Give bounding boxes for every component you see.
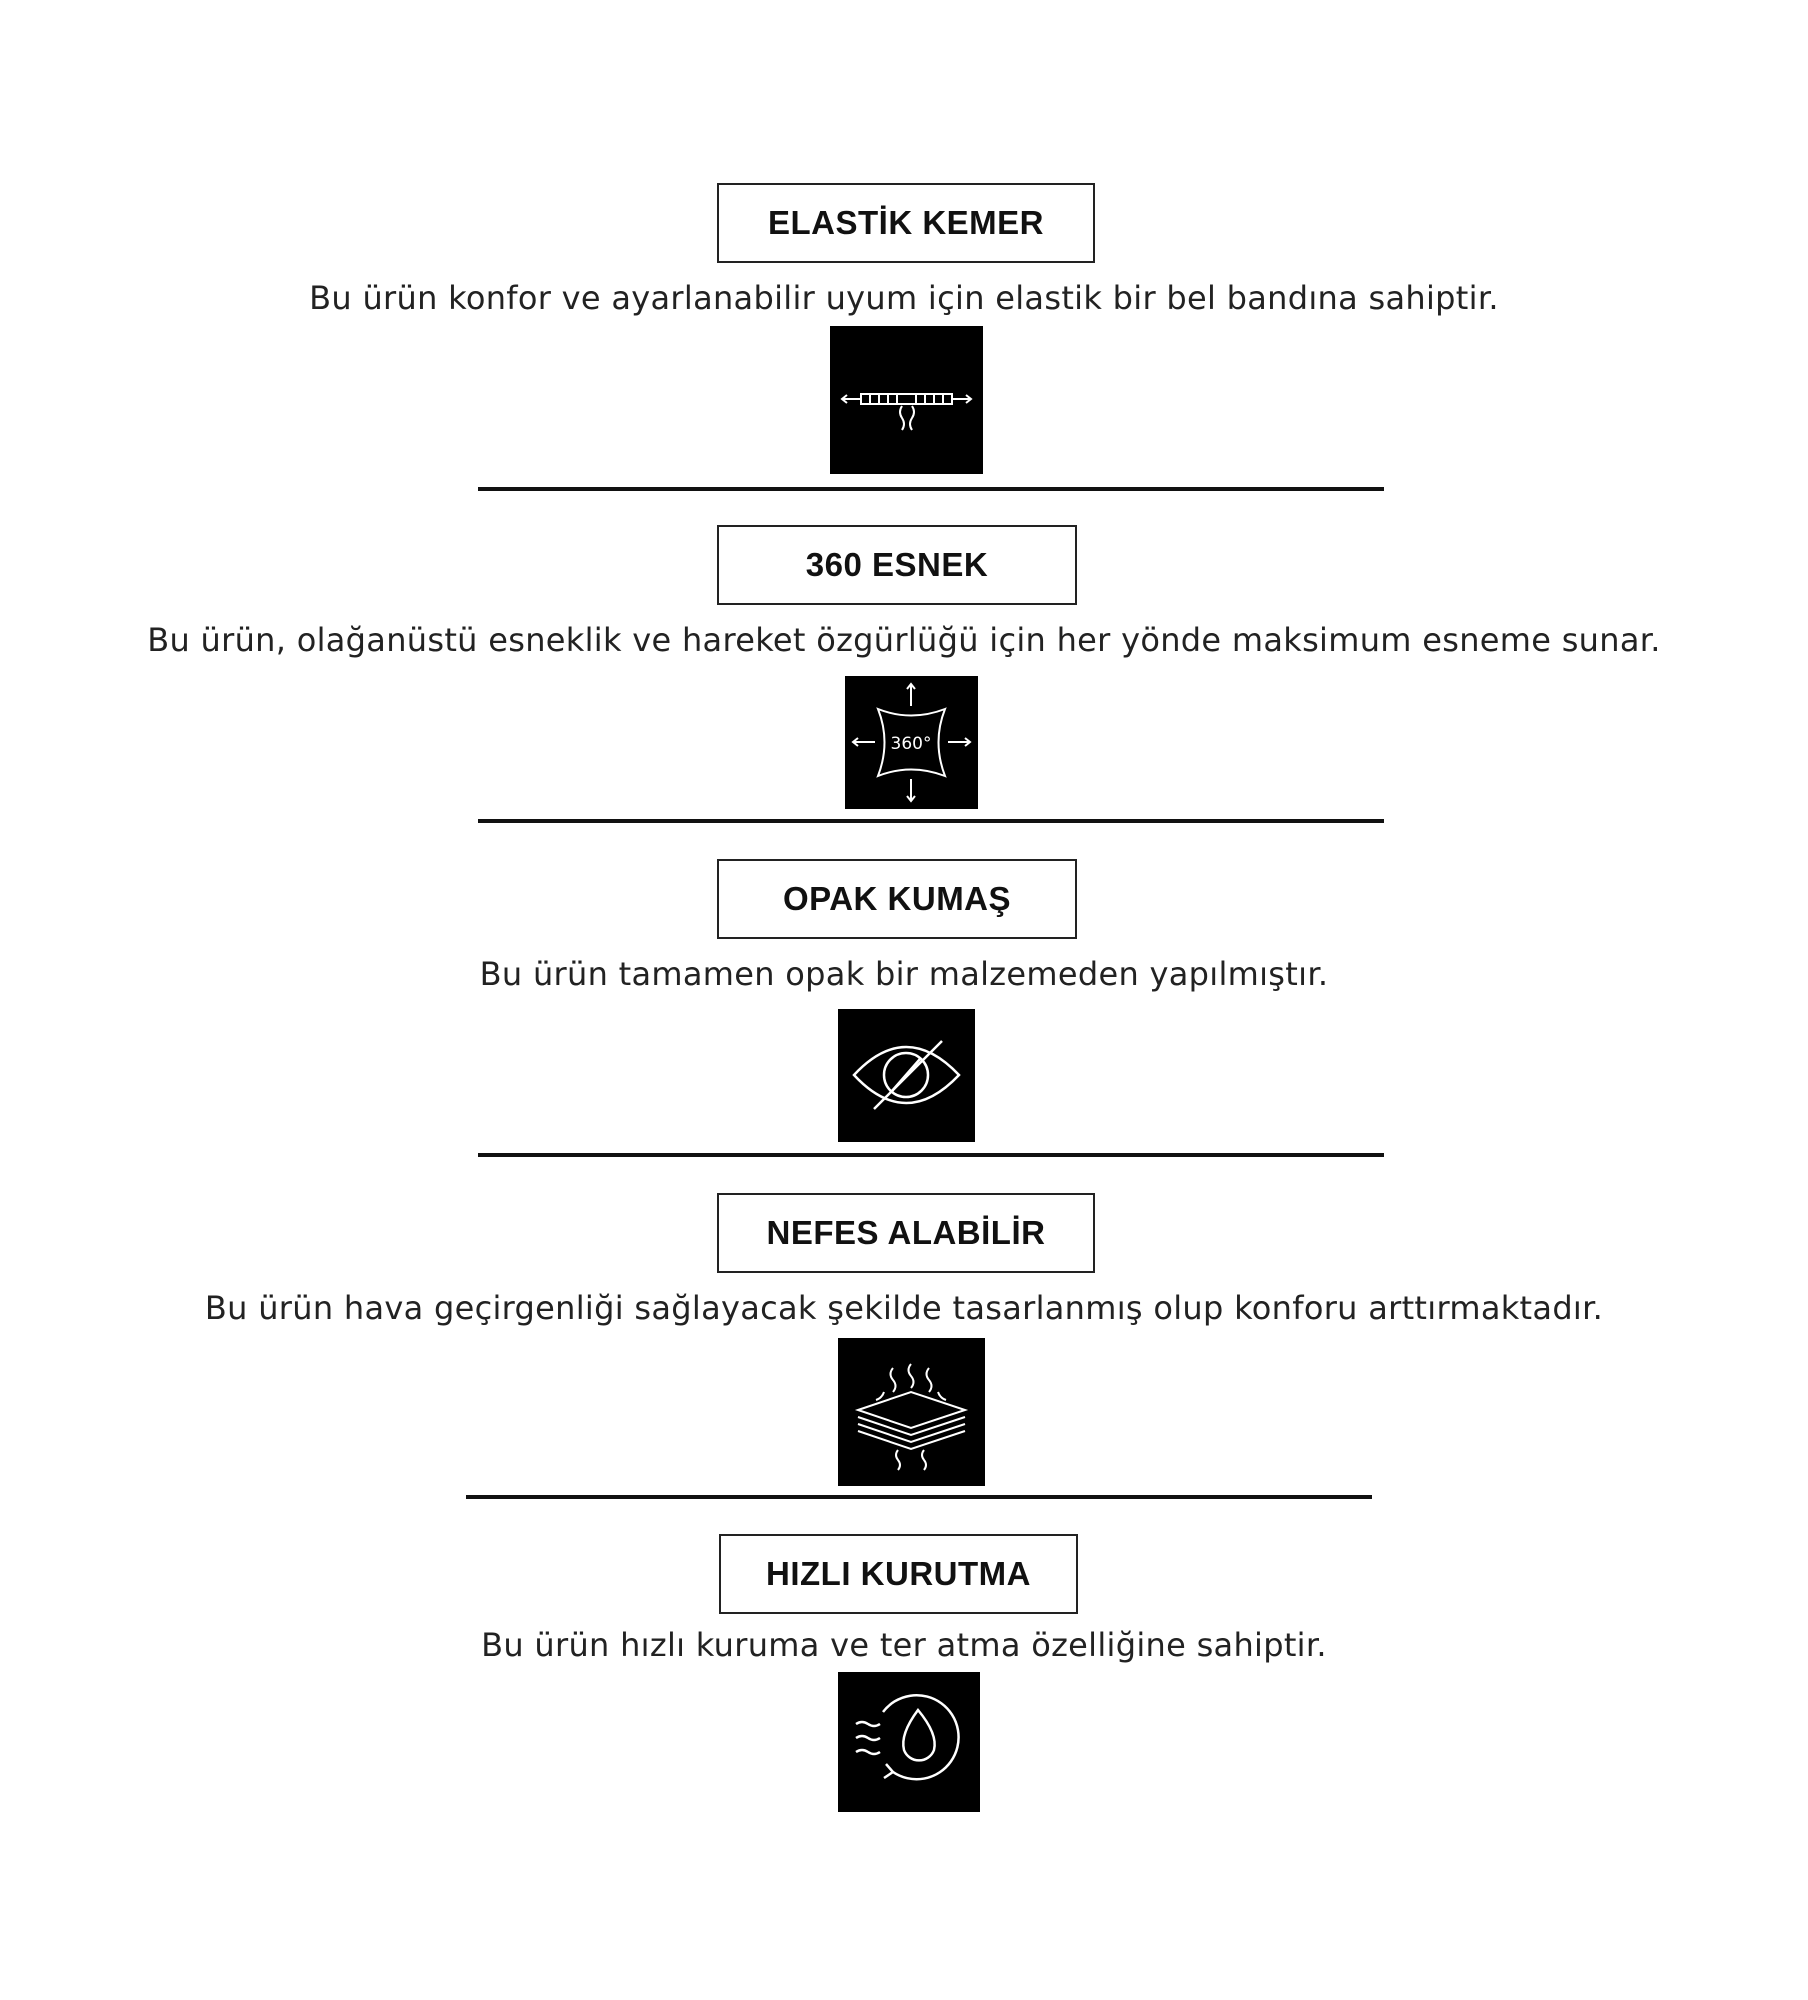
feature-title-text: OPAK KUMAŞ — [782, 880, 1012, 917]
quick-dry-drop-icon — [838, 1672, 980, 1812]
feature-description-breathable: Bu ürün hava geçirgenliği sağlayacak şekilde tasarlanmış olup konforu arttırmaktadır. — [204, 1289, 1604, 1327]
feature-title-text: 360 ESNEK — [805, 546, 989, 583]
feature-title-elastic — [717, 183, 1095, 263]
section-divider — [466, 1495, 1372, 1499]
feature-description-elastic: Bu ürün konfor ve ayarlanabilir uyum için elastik bir bel bandına sahiptir. — [309, 279, 1499, 317]
feature-title-text: HIZLI KURUTMA — [766, 1555, 1031, 1592]
feature-title-text: ELASTİK KEMER — [767, 204, 1044, 241]
stretch-360-label: 360° — [890, 734, 932, 754]
feature-title-breathable — [717, 1193, 1095, 1273]
stretch-360-icon — [845, 676, 978, 809]
feature-title-opaque — [717, 859, 1077, 939]
feature-title-stretch — [717, 525, 1077, 605]
feature-title-quickdry — [719, 1534, 1078, 1614]
opaque-eye-slash-icon — [838, 1009, 975, 1142]
section-divider — [478, 819, 1384, 823]
feature-title-text: NEFES ALABİLİR — [766, 1214, 1046, 1251]
feature-description-stretch: Bu ürün, olağanüstü esneklik ve hareket özgürlüğü için her yönde maksimum esneme sunar. — [147, 621, 1661, 659]
section-divider — [478, 487, 1384, 491]
elastic-waistband-icon — [830, 326, 983, 474]
feature-description-opaque: Bu ürün tamamen opak bir malzemeden yapılmıştır. — [479, 955, 1329, 993]
section-divider — [478, 1153, 1384, 1157]
feature-description-quickdry: Bu ürün hızlı kuruma ve ter atma özelliğine sahiptir. — [481, 1626, 1327, 1664]
breathable-layers-icon — [838, 1338, 985, 1486]
